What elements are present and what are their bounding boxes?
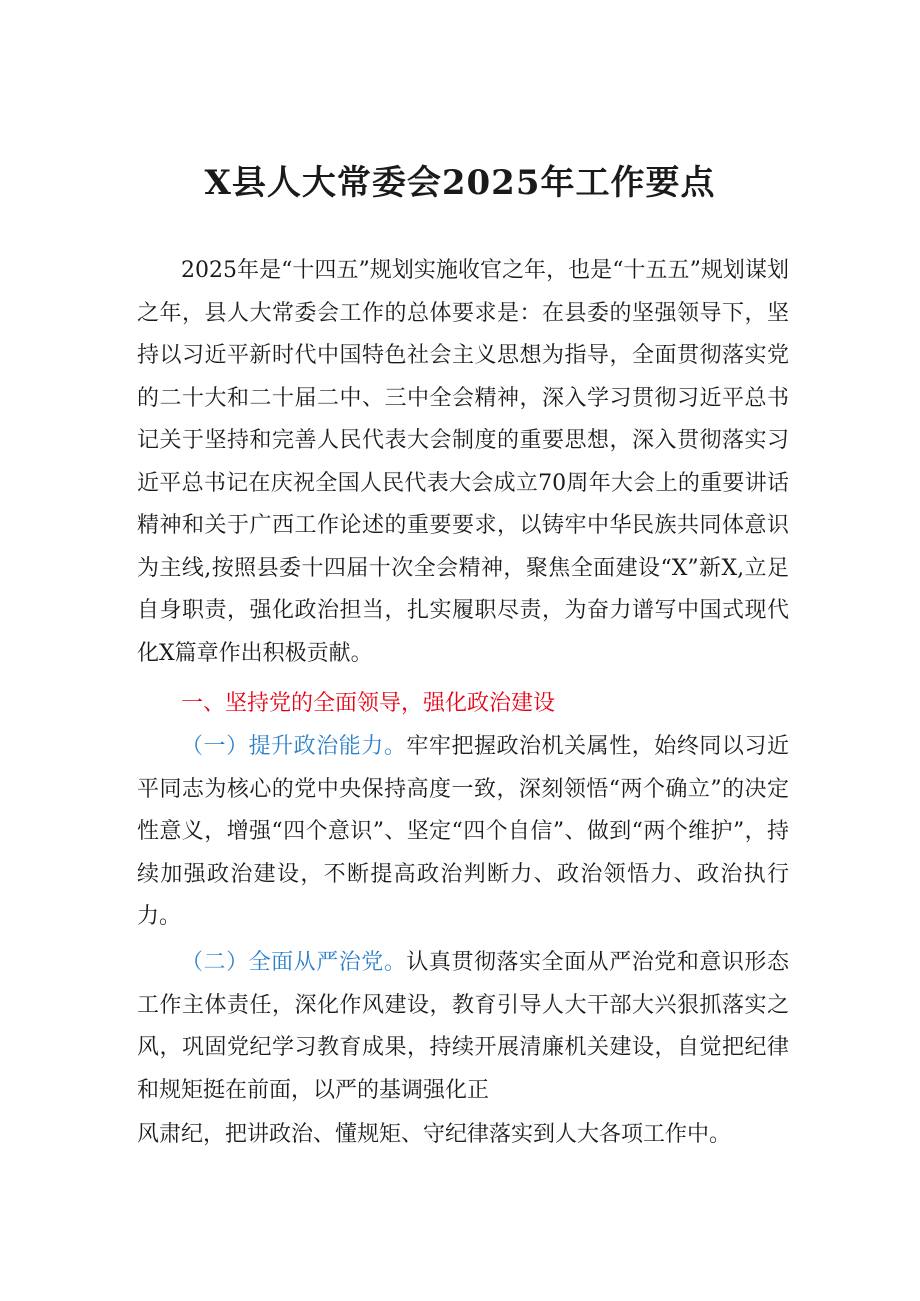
item-text-1: 牢牢把握政治机关属性，始终同以习近平同志为核心的党中央保持高度一致，深刻领悟“两个确立”的决定性意义，增强“四个意识”、坚定“四个自信”、做到“两个维护”，持续加强政治建设，不断提高政治判断力、政治领悟力、政治执行力。 bbox=[137, 734, 789, 929]
document-title: X县人大常委会2025年工作要点 bbox=[204, 162, 716, 203]
intro-paragraph: 2025年是“十四五”规划实施收官之年，也是“十五五”规划谋划之年，县人大常委会工作的总体要求是：在县委的坚强领导下，坚持以习近平新时代中国特色社会主义思想为指导，全面贯彻落实党的二十大和二十届二中、三中全会精神，深入学习贯彻习近平总书记关于坚持和完善人民代表大会制度的重要思想，深入贯彻落实习近平总书记在庆祝全国人民代表大会成立70周年大会上的重要讲话精神和关于广西工作论述的重要要求，以铸牢中华民族共同体意识为主线,按照县委十四届十次全会精神，聚焦全面建设“X”新X,立足自身职责，强化政治担当，扎实履职尽责，为奋力谱写中国式现代化X篇章作出积极贡献。 bbox=[137, 258, 789, 666]
section-heading-1: 一、坚持党的全面领导，强化政治建设 bbox=[181, 691, 556, 716]
item-text-2: 认真贯彻落实全面从严治党和意识形态工作主体责任，深化作风建设，教育引导人大干部大兴狠抓落实之风，巩固党纪学习教育成果，持续开展清廉机关建设，自觉把纪律和规矩挺在前面，以严的基调强化正 bbox=[137, 950, 789, 1103]
item-paragraph-2-continued: 风肃纪，把讲政治、懂规矩、守纪律落实到人大各项工作中。 bbox=[137, 1122, 732, 1147]
item-paragraph-1 bbox=[137, 726, 789, 939]
item-subheading-1: （一）提升政治能力。 bbox=[181, 734, 407, 759]
item-paragraph-2 bbox=[137, 942, 789, 1112]
item-subheading-2: （二）全面从严治党。 bbox=[181, 950, 407, 975]
